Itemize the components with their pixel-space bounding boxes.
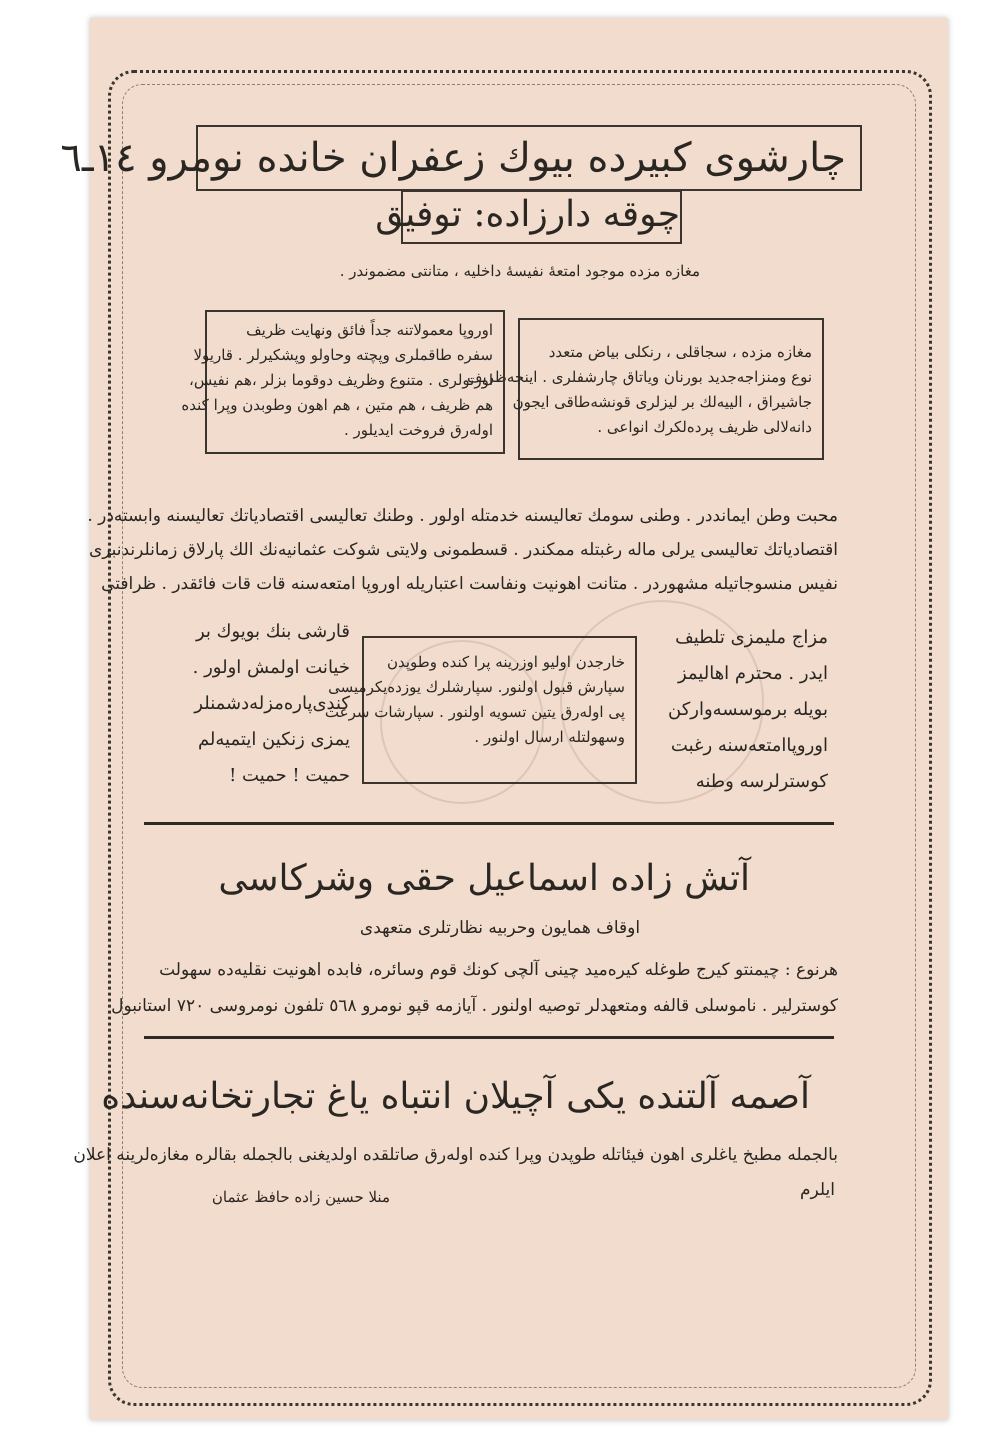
text-line: جاشیراق ، الییه‌لك بر لیزلری قونشه‌طاقی ایجون [512, 393, 812, 411]
text-line: خارجدن اولیو اوزرینه پرا کنده وطوپدن [386, 653, 625, 671]
title-text: چارشوی کبیرده بیوك زعفران خانده نومرو ١٤ـ٦ [60, 135, 846, 181]
text-line: وسهولتله ارسال اولنور . [474, 728, 625, 746]
text-line: پی اوله‌رق یتین تسویه اولنور . سپارشات سرعت [324, 703, 625, 721]
ad2-line: هرنوع : چیمنتو کیرج طوغله کیره‌مید چینی آلچی کونك قوم وسائره، فابده اهونیت نقلیه‌ده سهولت [159, 960, 838, 980]
left-column [175, 614, 350, 794]
paragraph-line: اقتصادیاتك تعالیسی یرلی ماله رغبتله ممکندر . قسطمونی ولایتی شوکت عثمانیه‌نك الك پارلاق زمانلرندنبری [88, 540, 838, 560]
text-line: ایدر . محترم اهالیمز [677, 663, 828, 684]
paragraph-line: محبت وطن ایمانددر . وطنی سومك تعالیسنه خدمتله اولور . وطنك تعالیسی اقتصادیاتك تعالیسنه وابسته‌در . [87, 506, 838, 526]
text-line: سفره طاقملری وپچته وحاولو وپشکیرلر . قاریولا [193, 346, 493, 364]
text-line: اورتولری . متنوع وظریف دوقوما بزلر ،هم نفیس، [189, 371, 493, 389]
text-line: قارشی بنك بویوك بر [195, 621, 350, 642]
paragraph-line: نفیس منسوجاتیله مشهوردر . متانت اهونیت ونفاست اعتباریله اوروپا امتعه‌سنه قات قات فائقدر . ظرافتی [101, 574, 838, 594]
text-line: کوسترلرسه وطنه [695, 771, 828, 792]
ad3-signature: منلا حسین زاده حافظ عثمان [211, 1188, 390, 1206]
merchant-box [375, 190, 682, 244]
text-line: اوروپا معمولاتنه جداً فائق ونهایت ظریف [246, 321, 493, 339]
right-column [650, 620, 828, 800]
text-line: حمیت ! حمیت ! [229, 765, 350, 786]
ad3-line: ایلرم [800, 1180, 835, 1200]
text-line: هم ظریف ، هم متین ، هم اهون وطوبدن وپرا کنده [181, 396, 493, 414]
merchant-name: چوقه دارزاده: توفیق [375, 194, 680, 235]
text-line: اوروپاامتعه‌سنه رغبت [670, 735, 828, 756]
title-box [60, 125, 862, 191]
section-divider [144, 1036, 834, 1039]
ad3-title: آصمه آلتنده یکی آچیلان انتباه یاغ تجارتخانه‌سنده [101, 1076, 810, 1117]
text-line: دانه‌لالی ظریف پرده‌لکرك انواعی . [597, 418, 812, 436]
text-line: سپارش قبول اولنور. سپارشلرك یوزده‌یکرمیسی [328, 678, 625, 696]
text-line: مغازه مزده ، سجاقلی ، رنکلی بیاض متعدد [548, 343, 812, 361]
text-line: یمزی زنکین ایتمیه‌لم [197, 729, 350, 750]
center-order-box [324, 636, 637, 784]
text-line: کندی‌پاره‌مزله‌دشمنلر [194, 693, 350, 714]
right-info-box [466, 318, 824, 460]
ad2-title: آتش زاده اسماعیل حقی وشرکاسی [218, 858, 750, 899]
ad3-line: بالجمله مطبخ یاغلری اهون فیئاتله طوپدن وپرا کنده اوله‌رق صاتلقده اولدیغنی بالجمله بقالره مغازه‌لرینه اعلان [73, 1145, 838, 1165]
text-line: نوع ومنزاجه‌جدید بورنان ویاتاق چارشفلری . اینجه‌ظریف [466, 368, 812, 386]
subtitle: مغازه مزده موجود امتعهٔ نفیسهٔ داخلیه ، متانتی مضموندر . [339, 262, 700, 280]
ad2-line: کوسترلیر . ناموسلی قالفه ومتعهدلر توصیه اولنور . آیازمه قپو نومرو ٥٦٨ تلفون نومروسی ٧٢٠ استانبول [111, 996, 838, 1016]
ad2-subtitle: اوقاف همایون وحربیه نظارتلری متعهدی [359, 918, 641, 938]
text-line: خیانت اولمش اولور . [192, 657, 350, 678]
text-line: مزاج ملیمزی تلطیف [675, 627, 828, 648]
left-info-box [181, 310, 505, 454]
text-line: اولەرق فروخت ایدیلور . [343, 421, 493, 439]
text-line: بویله برموسسه‌وارکن [668, 699, 828, 720]
section-divider [144, 822, 834, 825]
